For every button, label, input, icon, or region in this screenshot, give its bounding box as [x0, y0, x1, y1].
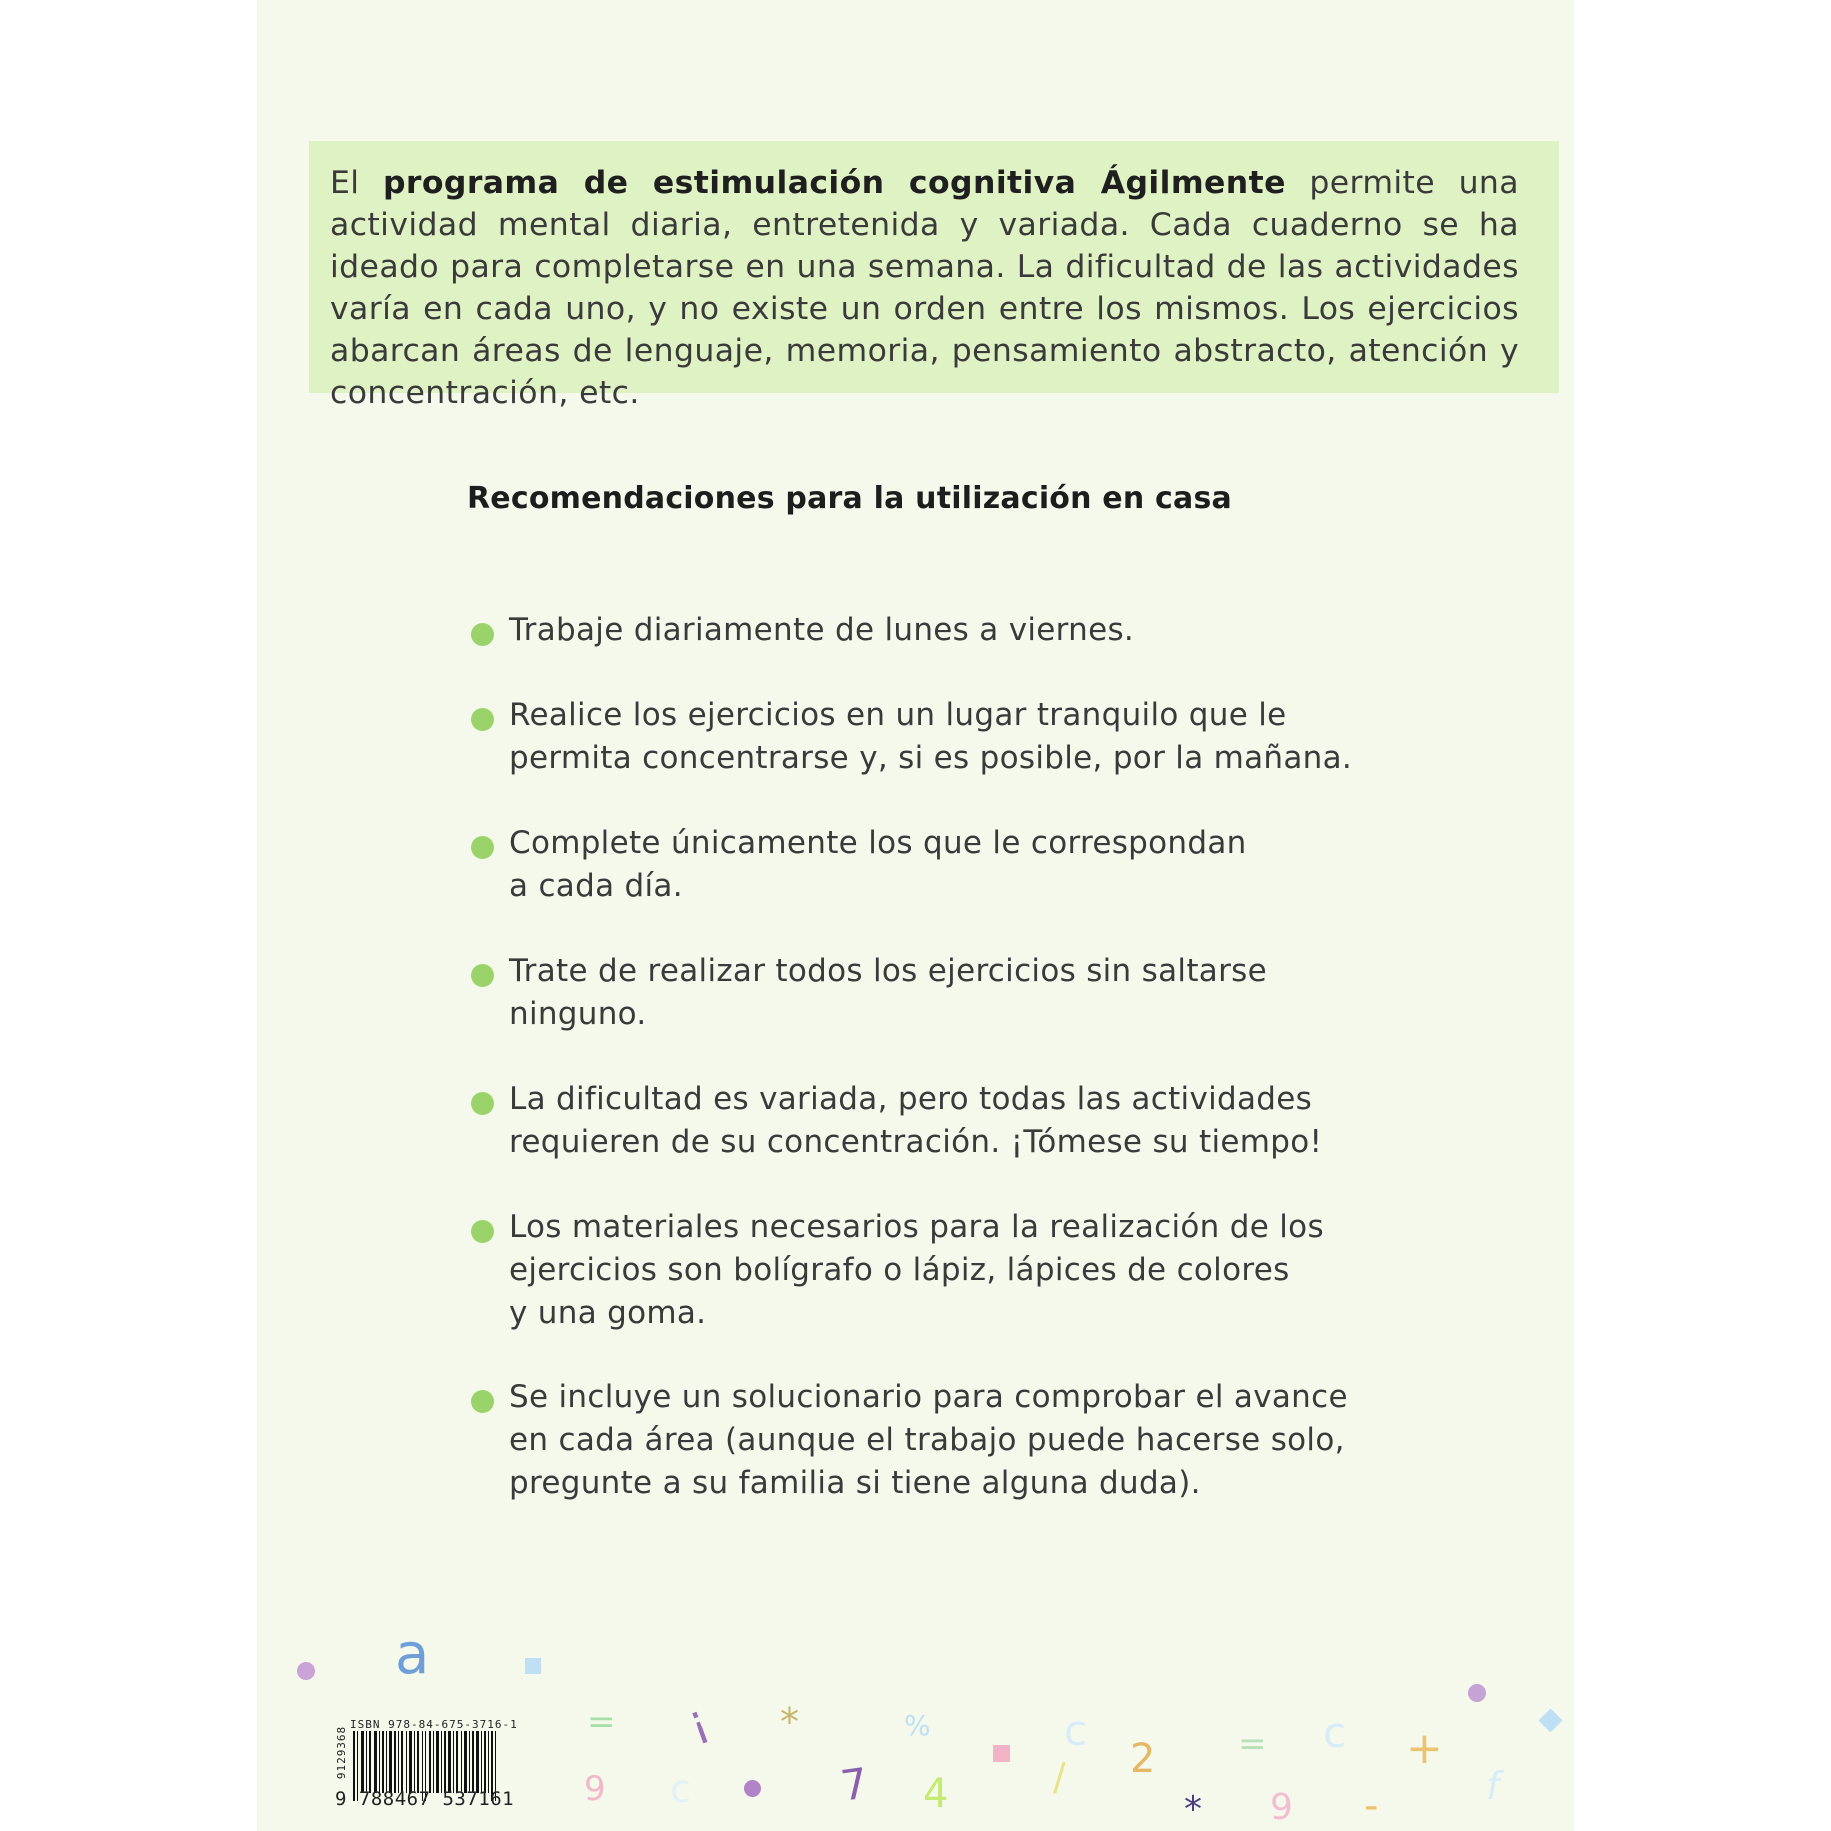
- list-item: [471, 1376, 1348, 1505]
- list-item-text: Complete únicamente los que le correspondan a cada día.: [509, 825, 1247, 904]
- bullet-dot: [471, 1092, 494, 1115]
- list-item: [471, 822, 1247, 908]
- decor-slash: /: [1053, 1755, 1066, 1799]
- decor-nine: 9: [584, 1769, 606, 1809]
- bullet-dot: [471, 708, 494, 731]
- list-item: [471, 1078, 1322, 1164]
- bullet-dot: [471, 1220, 494, 1243]
- barcode-image: [335, 1713, 525, 1831]
- list-item: [471, 1206, 1324, 1335]
- decor-dot: [297, 1662, 315, 1680]
- intro-paragraph: [330, 162, 1519, 414]
- decor-dot: [744, 1780, 761, 1797]
- isbn-digits: 9 788467 537161: [335, 1788, 515, 1810]
- decor-exclamation: ¡: [680, 1694, 715, 1749]
- list-item: [471, 950, 1267, 1036]
- decor-square: [993, 1745, 1010, 1762]
- decor-minus: -: [1364, 1783, 1379, 1829]
- list-item-text: Los materiales necesarios para la realización de los ejercicios son bolígrafo o lápiz, lápices de colores y una goma.: [509, 1209, 1324, 1331]
- list-item-text: Se incluye un solucionario para comprobar el avance en cada área (aunque el trabajo puede hacerse solo, pregunte a su familia si tiene alguna duda).: [509, 1379, 1348, 1501]
- bullet-dot: [471, 964, 494, 987]
- decor-letter-c: c: [670, 1767, 691, 1811]
- decor-letter-f: f: [1486, 1764, 1500, 1808]
- decor-letter-c: c: [1064, 1706, 1088, 1755]
- list-item-text: Realice los ejercicios en un lugar tranquilo que le permita concentrarse y, si es posible, por la mañana.: [509, 697, 1353, 776]
- decor-diamond: [1538, 1708, 1562, 1732]
- back-cover: [257, 0, 1574, 1831]
- decor-two: 2: [1130, 1736, 1156, 1782]
- list-item-text: La dificultad es variada, pero todas las actividades requieren de su concentración. ¡Tómese su tiempo!: [509, 1081, 1323, 1160]
- decor-percent: %: [904, 1709, 931, 1742]
- program-name: programa de estimulación cognitiva Ágilmente: [382, 165, 1286, 201]
- bullet-dot: [471, 623, 494, 646]
- recommendations-title: Recomendaciones para la utilización en casa: [467, 481, 1232, 516]
- decor-letter-c: c: [1323, 1708, 1347, 1757]
- decor-dot: [1468, 1684, 1486, 1702]
- decor-equals: =: [587, 1702, 616, 1742]
- decor-seven: 7: [837, 1758, 871, 1811]
- isbn-label: ISBN 978-84-675-3716-1: [350, 1718, 518, 1731]
- intro-box: [309, 141, 1559, 411]
- decor-asterisk: *: [1184, 1789, 1202, 1830]
- intro-body: permite una actividad mental diaria, entretenida y variada. Cada cuaderno se ha ideado para completarse en una semana. La dificultad de las actividades varía en cada uno, y no existe un orden entre los mismos. Los ejercicios abarcan áreas de lenguaje, memoria, pensamiento abstracto, atención y concentración, etc.: [330, 165, 1519, 411]
- bullet-dot: [471, 1390, 494, 1413]
- decor-four: 4: [923, 1771, 949, 1817]
- decor-asterisk: *: [780, 1700, 799, 1744]
- decor-plus: +: [1406, 1723, 1443, 1774]
- list-item: [471, 694, 1352, 780]
- list-item-text: Trabaje diariamente de lunes a viernes.: [509, 612, 1135, 648]
- isbn-side-code: 9129368: [335, 1725, 349, 1780]
- decor-nine: 9: [1270, 1787, 1293, 1828]
- decor-letter-a: a: [395, 1622, 430, 1687]
- intro-prefix: El: [330, 165, 383, 201]
- list-item-text: Trate de realizar todos los ejercicios sin saltarse ninguno.: [509, 953, 1267, 1032]
- list-item: [471, 609, 1134, 652]
- bullet-dot: [471, 836, 494, 859]
- decor-equals: =: [1238, 1724, 1267, 1764]
- decor-square: [525, 1658, 541, 1674]
